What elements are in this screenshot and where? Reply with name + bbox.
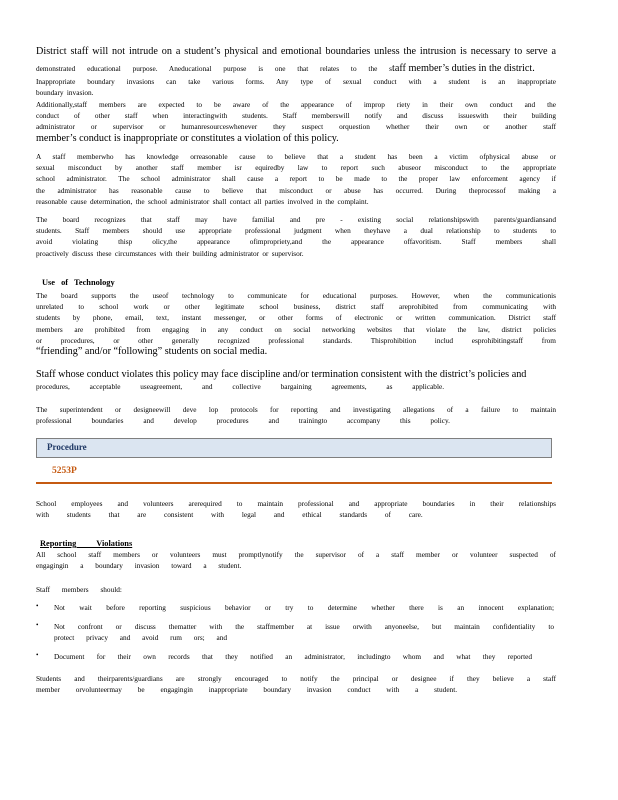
superintendent-paragraph <box>36 404 556 426</box>
procedure-line-2: with students that are consistent with legal and ethical standards of care. <box>36 510 423 520</box>
intro-line-4: boundary invasion. <box>36 88 94 98</box>
intro-line-2b: taff member’s duties in the district. <box>392 63 535 74</box>
knowledge-line-1: A staff memberwho has knowledge orreasonable cause to believe that a student has been a victim ofphysical abuse or <box>36 152 556 161</box>
technology-paragraph <box>36 290 556 358</box>
discipline-lead: Staff whose conduct violates this policy may face discipline and/or termination consistent with the district’s policies and <box>36 369 527 380</box>
board-line-2: students. Staff members should use appropriate professional judgment when theyhave a dual relationship to students to <box>36 226 556 236</box>
knowledge-paragraph <box>36 151 556 207</box>
additionally-line-1: Additionally,staff members are expected to be aware of the appearance of improp riety in their own conduct and the <box>36 100 556 109</box>
technology-line-6: “friending” and/or “following” students on social media. <box>36 346 268 358</box>
intro-line-3: Inappropriate boundary invasions can take various forms. Any type of sexual conduct with a student is an inappropriate <box>36 77 556 86</box>
board-line-4: proactively discuss these circumstances with their building administrator or supervisor. <box>36 248 304 258</box>
technology-line-3: students by phone, email, text, instant messenger, or other forms of electronic or written communication. District staff <box>36 313 556 323</box>
discipline-paragraph <box>36 369 556 392</box>
board-line-1: The board recognizes that staff may have familial and pre - existing social relationshipswith parents/guardiansand <box>36 215 556 224</box>
technology-line-2: unrelated to school work or other legitimate school business, district staff areprohibited from communicating with <box>36 302 556 312</box>
additionally-paragraph <box>36 99 556 145</box>
reporting-heading: Reporting Violations <box>40 539 133 548</box>
final-line-1: Students and theirparents/guardians are strongly encouraged to notify the principal or designee if they believe a staff <box>36 674 556 683</box>
intro-paragraph <box>36 46 556 98</box>
discipline-line-2: procedures, acceptable useagreement, and collective bargaining agreements, as applicable. <box>36 382 445 391</box>
procedure-title: Procedure <box>47 442 87 452</box>
reporting-line-2: engagingin a boundary invasion toward a student. <box>36 561 242 571</box>
intro-line-2a: demonstrated educational purpose. Aneducational purpose is one that relates to the s <box>36 64 392 73</box>
staff-should: Staff members should: <box>36 585 122 594</box>
additionally-line-2: conduct of other staff when interactingwith students. Staff memberswill notify and discuss issueswith their building <box>36 111 556 121</box>
bullet-item-1 <box>54 602 554 613</box>
superintendent-line-2: professional boundaries and develop procedures and trainingto accompany this policy. <box>36 416 451 426</box>
procedure-line-1: School employees and volunteers arerequired to maintain professional and appropriate boundaries in their relationships <box>36 499 556 508</box>
bullet-item-3 <box>54 651 532 662</box>
reporting-line-1: All school staff members or volunteers must promptlynotify the supervisor of a staff member or volunteer suspected of <box>36 550 556 559</box>
technology-heading: Use of Technology <box>42 278 115 287</box>
final-paragraph <box>36 673 556 695</box>
final-line-2: member orvolunteermay be engagingin inappropriate boundary invasion conduct with a student. <box>36 685 458 695</box>
knowledge-line-3: school administrator. The school administrator shall cause a report to be made to the proper law enforcement agency if <box>36 174 556 184</box>
procedure-intro <box>36 498 556 520</box>
procedure-code: 5253P <box>52 466 77 476</box>
technology-line-4: members are prohibited from engaging in any conduct on social networking websites that violate the law, district policies <box>36 324 556 334</box>
bullet-icon: • <box>36 621 39 629</box>
bullet-icon: • <box>36 651 39 659</box>
bullet-2-line-2: protect privacy and avoid rum ors; and <box>54 633 228 643</box>
technology-line-5: or procedures, or other generally recognized professional standards. Thisprohibition includ esprohibitingstaff from <box>36 335 556 345</box>
additionally-line-4: member’s conduct is inappropriate or constitutes a violation of this policy. <box>36 132 339 144</box>
knowledge-line-4: the administrator has reasonable cause to believe that misconduct or abuse has occurred. During theprocessof making a <box>36 185 556 195</box>
knowledge-line-2: sexual misconduct by another staff member isr equiredby law to report such abuseor misconduct to the appropriate <box>36 163 556 173</box>
technology-line-1: The board supports the useof technology to communicate for educational purposes. However, when the communicationis <box>36 291 556 300</box>
intro-lead: District staff will not intrude on a student’s physical and emotional boundaries unless the intrusion is necessary to serve a <box>36 46 556 57</box>
superintendent-line-1: The superintendent or designeewill deve lop protocols for reporting and investigating allegations of a failure to maintain <box>36 405 556 414</box>
knowledge-line-5: reasonable cause determination, the school administrator shall contact all parties involved in the complaint. <box>36 196 369 206</box>
board-paragraph <box>36 214 556 259</box>
board-line-3: avoid violating thisp olicy,the appearance ofimpropriety,and the appearance offavoritism. Staff members shall <box>36 237 556 247</box>
bullet-item-2 <box>54 621 554 643</box>
bullet-icon: • <box>36 602 39 610</box>
bullet-1-line-1: Not wait before reporting suspicious behavior or try to determine whether there is an innocent explanation; <box>54 603 554 612</box>
procedure-divider <box>36 482 552 484</box>
reporting-paragraph <box>36 549 556 571</box>
procedure-banner <box>36 438 552 458</box>
bullet-2-line-1: Not confront or discuss thematter with the staffmember at issue orwith anyoneelse, but maintain confidentiality to <box>54 622 554 631</box>
additionally-line-3: administrator or supervisor or humanresourceswhenever they suspect orquestion whether their own or another staff <box>36 122 556 132</box>
bullet-3-line-1: Document for their own records that they notified an administrator, includingto whom and what they reported <box>54 652 532 661</box>
